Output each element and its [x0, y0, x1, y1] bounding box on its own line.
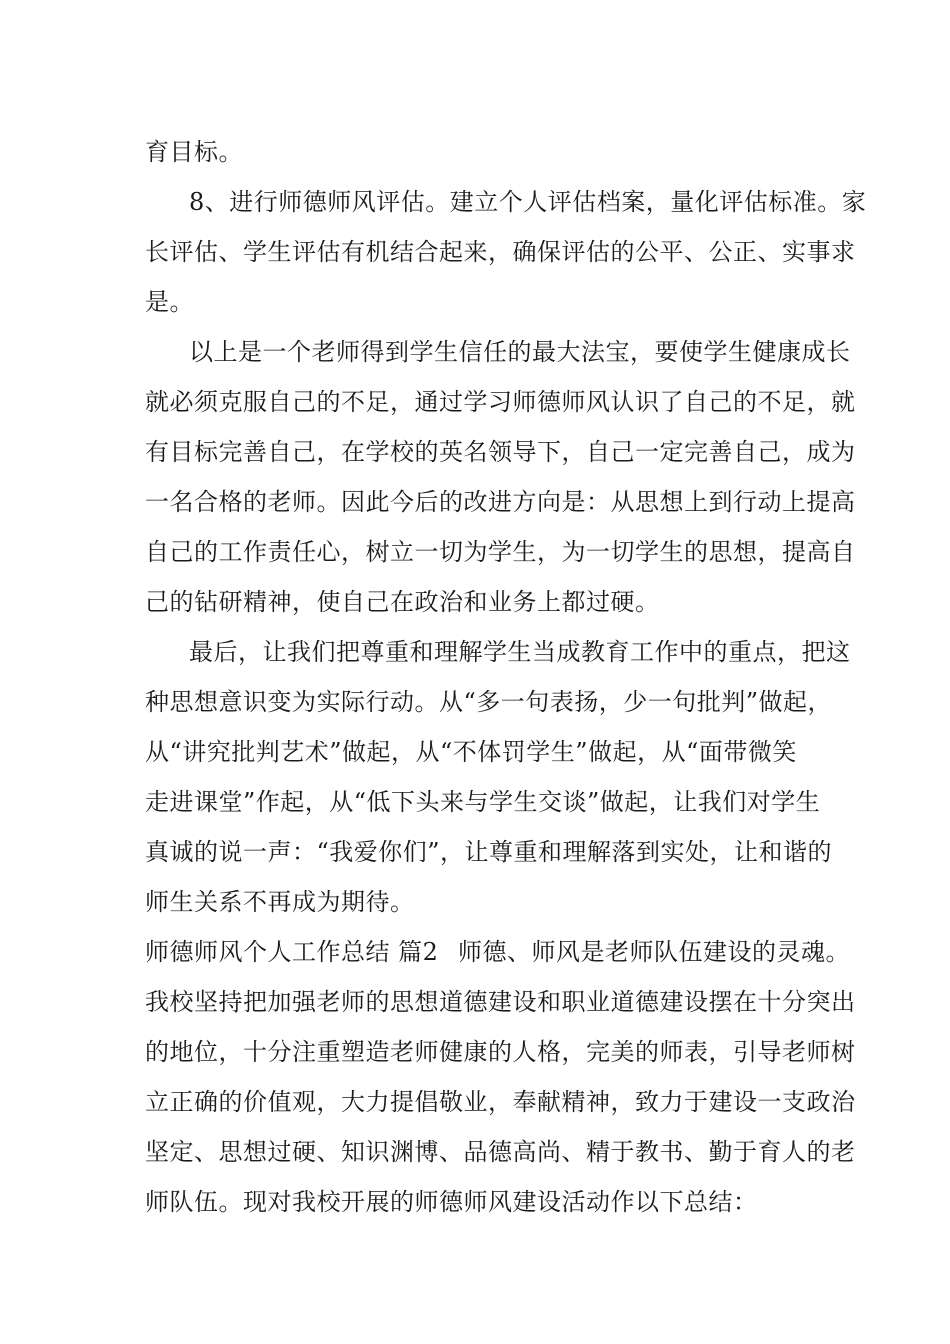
paragraph-line: 种思想意识变为实际行动。从“多一句表扬，少一句批判”做起，: [145, 688, 833, 716]
paragraph-line: 从“讲究批判艺术”做起，从“不体罚学生”做起，从“面带微笑: [145, 738, 797, 766]
paragraph-line: 己的钻研精神，使自己在政治和业务上都过硬。: [145, 588, 660, 616]
paragraph-line: 育目标。: [145, 138, 243, 166]
paragraph-line: 坚定、思想过硬、知识渊博、品德高尚、精于教书、勤于育人的老: [145, 1138, 856, 1166]
paragraph-line: 以上是一个老师得到学生信任的最大法宝，要使学生健康成长: [189, 338, 851, 366]
paragraph-line: 是。: [145, 288, 194, 316]
section-heading: 师德师风个人工作总结 篇2: [145, 938, 439, 966]
paragraph-line: 真诚的说一声：“我爱你们”，让尊重和理解落到实处，让和谐的: [145, 838, 833, 866]
paragraph-line: 8、进行师德师风评估。建立个人评估档案，量化评估标准。家: [189, 188, 867, 216]
paragraph-line: 就必须克服自己的不足，通过学习师德师风认识了自己的不足，就: [145, 388, 856, 416]
paragraph-line: 自己的工作责任心，树立一切为学生，为一切学生的思想，提高自: [145, 538, 856, 566]
paragraph-line: 的地位，十分注重塑造老师健康的人格，完美的师表，引导老师树: [145, 1038, 856, 1066]
paragraph-line: 师队伍。现对我校开展的师德师风建设活动作以下总结：: [145, 1188, 758, 1216]
paragraph-line: 师生关系不再成为期待。: [145, 888, 415, 916]
paragraph-line: 最后，让我们把尊重和理解学生当成教育工作中的重点，把这: [189, 638, 851, 666]
paragraph-line: 长评估、学生评估有机结合起来，确保评估的公平、公正、实事求: [145, 238, 856, 266]
paragraph-line: 有目标完善自己，在学校的英名领导下，自己一定完善自己，成为: [145, 438, 856, 466]
section-first-text: 师德、师风是老师队伍建设的灵魂。: [458, 938, 850, 966]
paragraph-line: 一名合格的老师。因此今后的改进方向是：从思想上到行动上提高: [145, 488, 856, 516]
paragraph-line: 我校坚持把加强老师的思想道德建设和职业道德建设摆在十分突出: [145, 988, 856, 1016]
paragraph-line: 立正确的价值观，大力提倡敬业，奉献精神，致力于建设一支政治: [145, 1088, 856, 1116]
paragraph-line: 走进课堂”作起，从“低下头来与学生交谈”做起，让我们对学生: [145, 788, 821, 816]
